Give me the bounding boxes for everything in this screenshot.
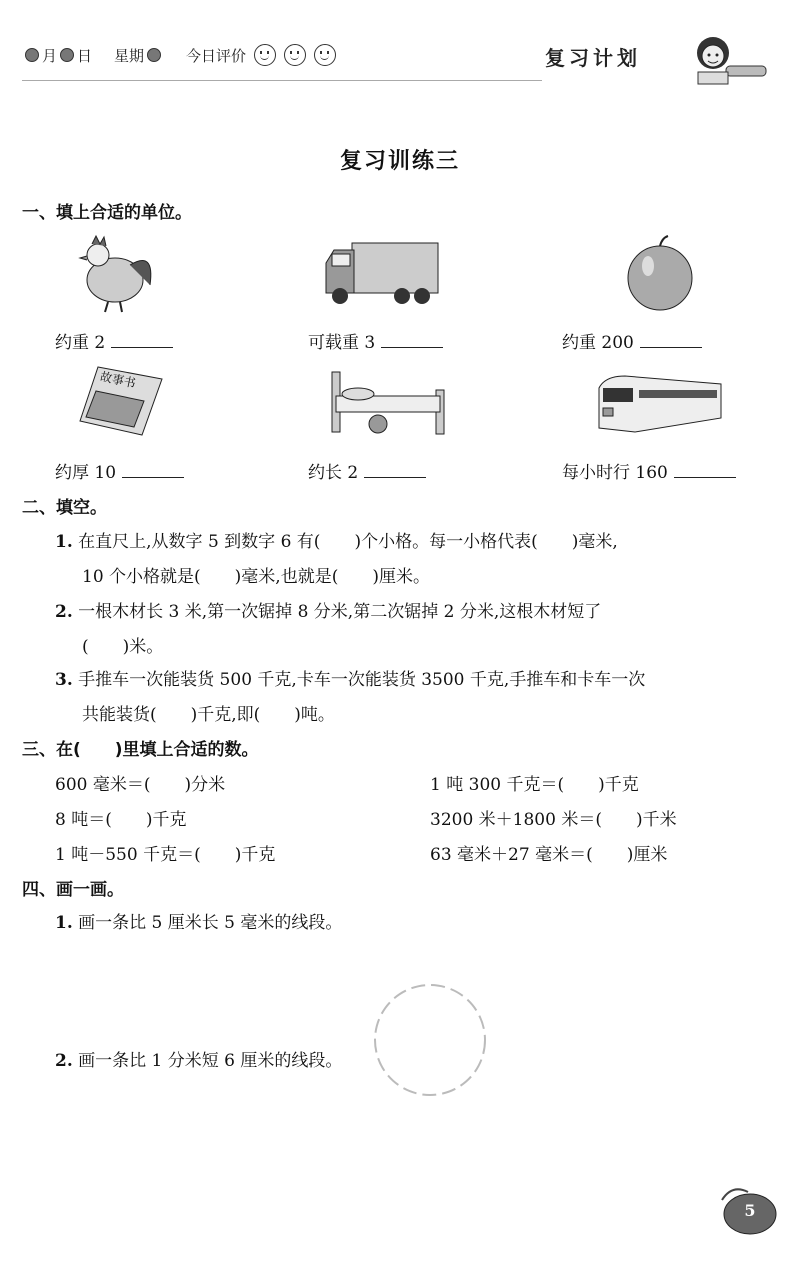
conversion-item: 1 吨－550 千克＝( )千克 — [55, 845, 276, 865]
conversion-item: 600 毫米＝( )分米 — [55, 775, 226, 795]
section2-heading: 二、填空。 — [22, 498, 107, 518]
bed-icon — [328, 368, 453, 438]
question-2-3-line2: 共能装货( )千克,即( )吨。 — [82, 705, 335, 725]
reading-girl-icon — [688, 28, 778, 88]
question-text: 手推车一次能装货 500 千克,卡车一次能装货 3500 千克,手推车和卡车一次 — [78, 670, 646, 690]
answer-blank[interactable] — [364, 461, 426, 478]
conversion-item: 63 毫米＋27 毫米＝( )厘米 — [430, 845, 668, 865]
date-header — [22, 44, 336, 66]
section3-heading: 三、在( )里填上合适的数。 — [22, 740, 259, 760]
question-number: 2. — [55, 602, 73, 622]
month-circle — [25, 48, 39, 62]
answer-blank[interactable] — [111, 331, 173, 348]
storybook-icon — [78, 365, 164, 437]
answer-blank[interactable] — [674, 461, 736, 478]
weekday-circle — [147, 48, 161, 62]
question-number: 1. — [55, 913, 73, 933]
unit-label: 可载重 3 — [308, 333, 376, 353]
answer-blank[interactable] — [122, 461, 184, 478]
unit-item-book — [55, 458, 184, 483]
unit-label: 约重 200 — [562, 333, 634, 353]
unit-label: 约长 2 — [308, 463, 359, 483]
section1-heading: 一、填上合适的单位。 — [22, 203, 192, 223]
header-rule — [22, 80, 542, 81]
question-text: 一根木材长 3 米,第一次锯掉 8 分米,第二次锯掉 2 分米,这根木材短了 — [78, 602, 602, 622]
unit-item-bed — [308, 458, 426, 483]
question-number: 2. — [55, 1051, 73, 1071]
storybook-title: 故事书 — [98, 369, 137, 391]
weekday-label: 星期 — [114, 46, 145, 65]
unit-label: 约厚 10 — [55, 463, 117, 483]
unit-item-rooster — [55, 328, 173, 353]
answer-blank[interactable] — [381, 331, 443, 348]
question-text: 在直尺上,从数字 5 到数字 6 有( )个小格。每一小格代表( )毫米, — [78, 532, 618, 552]
day-label: 日 — [77, 46, 93, 65]
unit-item-truck — [308, 328, 443, 353]
question-2-1 — [55, 527, 618, 552]
question-2-3 — [55, 665, 645, 690]
rating-label: 今日评价 — [186, 46, 247, 65]
question-2-1-line2: 10 个小格就是( )毫米,也就是( )厘米。 — [82, 567, 430, 587]
review-plan-banner: 复习计划 — [545, 46, 641, 70]
question-text: 画一条比 1 分米短 6 厘米的线段。 — [78, 1051, 343, 1071]
section4-heading: 四、画一画。 — [22, 880, 124, 900]
unit-label: 约重 2 — [55, 333, 106, 353]
conversion-item: 8 吨＝( )千克 — [55, 810, 187, 830]
day-circle — [60, 48, 74, 62]
apple-icon — [620, 232, 700, 312]
unit-item-train — [562, 458, 736, 483]
train-icon — [595, 368, 725, 440]
conversion-item: 3200 米＋1800 米＝( )千米 — [430, 810, 677, 830]
question-text: 画一条比 5 厘米长 5 毫米的线段。 — [78, 913, 343, 933]
smiley-icon — [284, 44, 306, 66]
smiley-icon — [254, 44, 276, 66]
page-number: 5 — [744, 1201, 756, 1220]
conversion-item: 1 吨 300 千克＝( )千克 — [430, 775, 639, 795]
unit-label: 每小时行 160 — [562, 463, 668, 483]
page-title: 复习训练三 — [339, 148, 460, 174]
smiley-icon — [314, 44, 336, 66]
watermark-stamp — [355, 975, 505, 1105]
truck-icon — [322, 238, 442, 308]
question-number: 1. — [55, 532, 73, 552]
question-4-1 — [55, 908, 342, 933]
question-2-2-line2: ( )米。 — [82, 637, 164, 657]
unit-item-apple — [562, 328, 702, 353]
question-4-2 — [55, 1046, 342, 1071]
question-number: 3. — [55, 670, 73, 690]
answer-blank[interactable] — [640, 331, 702, 348]
month-label: 月 — [42, 46, 58, 65]
question-2-2 — [55, 597, 601, 622]
rooster-icon — [70, 230, 160, 315]
